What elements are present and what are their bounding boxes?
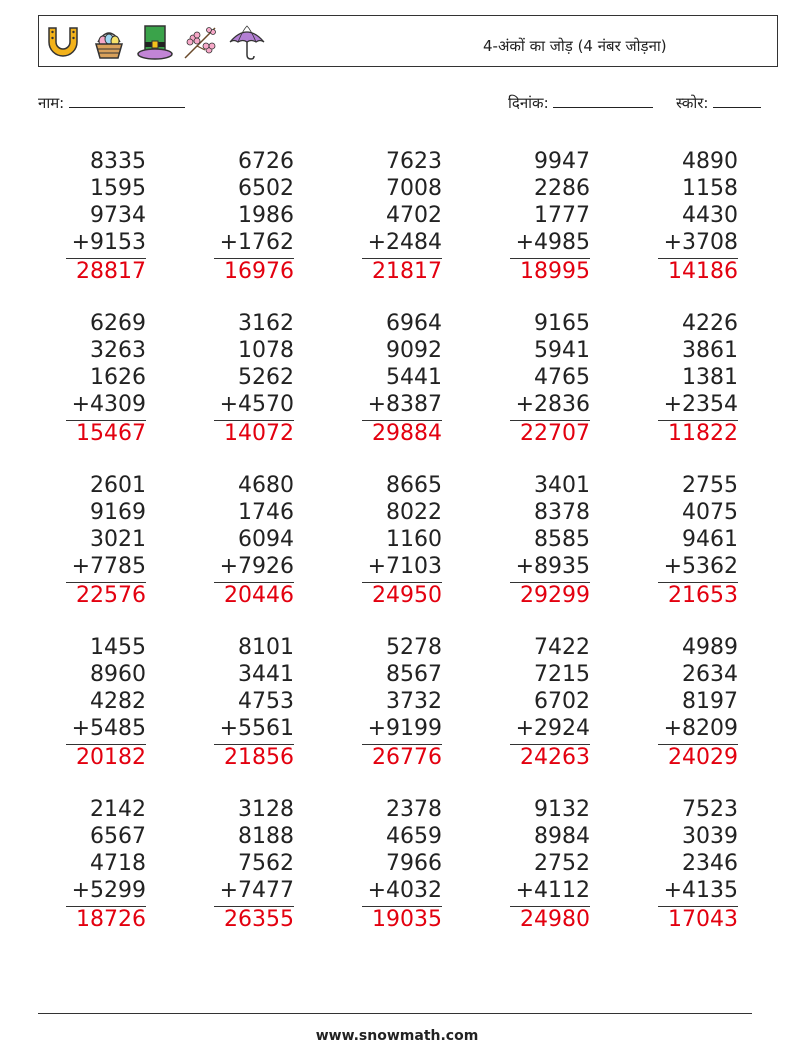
addend: 4430 — [682, 203, 738, 228]
answer: 21817 — [372, 259, 442, 284]
addition-problem — [480, 472, 590, 610]
footer-site: www.snowmath.com — [315, 1028, 479, 1044]
addend: 2634 — [682, 662, 738, 687]
worksheet-header — [38, 15, 778, 67]
addition-problem — [184, 472, 294, 610]
header-icons — [43, 20, 267, 64]
footer-divider — [38, 1013, 752, 1014]
addend: 6964 — [386, 311, 442, 336]
addend-with-plus: +9199 — [367, 716, 442, 741]
addend: 8960 — [90, 662, 146, 687]
addend: 2142 — [90, 797, 146, 822]
addend: 8567 — [386, 662, 442, 687]
worksheet-title: 4-अंकों का जोड़ (4 नंबर जोड़ना) — [483, 37, 667, 55]
answer: 21653 — [668, 583, 738, 608]
addend: 9461 — [682, 527, 738, 552]
addend: 1626 — [90, 365, 146, 390]
answer: 15467 — [76, 421, 146, 446]
answer: 24950 — [372, 583, 442, 608]
addend-with-plus: +9153 — [71, 230, 146, 255]
addend: 2286 — [534, 176, 590, 201]
addition-problem — [332, 634, 442, 772]
addend-with-plus: +5299 — [71, 878, 146, 903]
addition-problem — [480, 634, 590, 772]
addend: 5941 — [534, 338, 590, 363]
addition-problem — [480, 148, 590, 286]
answer: 20182 — [76, 745, 146, 770]
name-blank[interactable] — [69, 93, 185, 108]
addition-problem — [36, 310, 146, 448]
addend-with-plus: +4112 — [515, 878, 590, 903]
addition-problem — [628, 310, 738, 448]
addend-with-plus: +4309 — [71, 392, 146, 417]
addend: 1986 — [238, 203, 294, 228]
easter-basket-icon — [89, 22, 129, 62]
addend-with-plus: +5485 — [71, 716, 146, 741]
addend: 7523 — [682, 797, 738, 822]
addend: 8022 — [386, 500, 442, 525]
answer: 26776 — [372, 745, 442, 770]
answer: 20446 — [224, 583, 294, 608]
addend: 4890 — [682, 149, 738, 174]
addition-problem — [36, 634, 146, 772]
addend-with-plus: +4985 — [515, 230, 590, 255]
answer: 19035 — [372, 907, 442, 932]
addend-with-plus: +2924 — [515, 716, 590, 741]
date-blank[interactable] — [553, 93, 653, 108]
addend: 1160 — [386, 527, 442, 552]
addend-with-plus: +8935 — [515, 554, 590, 579]
addend: 2752 — [534, 851, 590, 876]
addition-problem — [36, 148, 146, 286]
addend: 7008 — [386, 176, 442, 201]
addend: 3021 — [90, 527, 146, 552]
addend: 8378 — [534, 500, 590, 525]
addend: 5441 — [386, 365, 442, 390]
addition-problem — [184, 796, 294, 934]
name-field — [38, 93, 185, 113]
addend: 2346 — [682, 851, 738, 876]
addend: 2755 — [682, 473, 738, 498]
name-label: नाम: — [38, 94, 65, 112]
addend-with-plus: +2354 — [663, 392, 738, 417]
addend: 7215 — [534, 662, 590, 687]
addend: 6567 — [90, 824, 146, 849]
answer: 29299 — [520, 583, 590, 608]
addend: 4753 — [238, 689, 294, 714]
addition-problem — [480, 796, 590, 934]
horseshoe-icon — [43, 22, 83, 62]
addend: 9165 — [534, 311, 590, 336]
answer: 16976 — [224, 259, 294, 284]
score-label: स्कोर: — [676, 94, 709, 112]
addition-problem — [184, 634, 294, 772]
addend: 1746 — [238, 500, 294, 525]
addend: 4282 — [90, 689, 146, 714]
addend: 5278 — [386, 635, 442, 660]
addend-with-plus: +2484 — [367, 230, 442, 255]
addend: 1078 — [238, 338, 294, 363]
addend: 7623 — [386, 149, 442, 174]
addition-problem — [628, 796, 738, 934]
addend: 3732 — [386, 689, 442, 714]
addition-problem — [36, 796, 146, 934]
addend: 3441 — [238, 662, 294, 687]
addend-with-plus: +5362 — [663, 554, 738, 579]
addend: 6502 — [238, 176, 294, 201]
addend-with-plus: +7926 — [219, 554, 294, 579]
addend: 9169 — [90, 500, 146, 525]
answer: 11822 — [668, 421, 738, 446]
addend: 7562 — [238, 851, 294, 876]
addition-problem — [36, 472, 146, 610]
answer: 29884 — [372, 421, 442, 446]
addend: 3162 — [238, 311, 294, 336]
answer: 21856 — [224, 745, 294, 770]
addend: 8984 — [534, 824, 590, 849]
addend: 1158 — [682, 176, 738, 201]
addend: 8665 — [386, 473, 442, 498]
date-label: दिनांक: — [508, 94, 549, 112]
addend-with-plus: +4570 — [219, 392, 294, 417]
addend-with-plus: +4032 — [367, 878, 442, 903]
answer: 18726 — [76, 907, 146, 932]
addition-problem — [184, 310, 294, 448]
addend-with-plus: +7785 — [71, 554, 146, 579]
leprechaun-hat-icon — [135, 22, 175, 62]
addend-with-plus: +5561 — [219, 716, 294, 741]
addend: 4718 — [90, 851, 146, 876]
addend-with-plus: +8387 — [367, 392, 442, 417]
addition-problem — [628, 634, 738, 772]
answer: 26355 — [224, 907, 294, 932]
answer: 17043 — [668, 907, 738, 932]
score-blank[interactable] — [713, 93, 761, 108]
addend-with-plus: +3708 — [663, 230, 738, 255]
addition-problem — [480, 310, 590, 448]
addition-problem — [628, 472, 738, 610]
addend: 3128 — [238, 797, 294, 822]
addend: 9092 — [386, 338, 442, 363]
addend: 9947 — [534, 149, 590, 174]
addend: 2601 — [90, 473, 146, 498]
addend: 6702 — [534, 689, 590, 714]
addition-problem — [332, 310, 442, 448]
addend: 6269 — [90, 311, 146, 336]
addend: 4226 — [682, 311, 738, 336]
addend: 3861 — [682, 338, 738, 363]
addend-with-plus: +7103 — [367, 554, 442, 579]
cherry-blossom-icon — [181, 22, 221, 62]
addend-with-plus: +7477 — [219, 878, 294, 903]
addend-with-plus: +2836 — [515, 392, 590, 417]
addend: 7966 — [386, 851, 442, 876]
answer: 22576 — [76, 583, 146, 608]
addend: 1455 — [90, 635, 146, 660]
umbrella-icon — [227, 22, 267, 62]
addend: 8197 — [682, 689, 738, 714]
answer: 22707 — [520, 421, 590, 446]
addend: 3263 — [90, 338, 146, 363]
answer: 14186 — [668, 259, 738, 284]
answer: 28817 — [76, 259, 146, 284]
addition-problem — [184, 148, 294, 286]
addend: 1381 — [682, 365, 738, 390]
addend: 4765 — [534, 365, 590, 390]
addend-with-plus: +8209 — [663, 716, 738, 741]
addition-problem — [332, 796, 442, 934]
addend: 9132 — [534, 797, 590, 822]
addend: 7422 — [534, 635, 590, 660]
addend: 3039 — [682, 824, 738, 849]
addend: 8101 — [238, 635, 294, 660]
addend: 6094 — [238, 527, 294, 552]
answer: 24029 — [668, 745, 738, 770]
addend-with-plus: +1762 — [219, 230, 294, 255]
addend: 3401 — [534, 473, 590, 498]
addend: 4075 — [682, 500, 738, 525]
addend: 2378 — [386, 797, 442, 822]
answer: 24263 — [520, 745, 590, 770]
addend: 1777 — [534, 203, 590, 228]
addition-problem — [628, 148, 738, 286]
addend: 8188 — [238, 824, 294, 849]
addend: 5262 — [238, 365, 294, 390]
addend-with-plus: +4135 — [663, 878, 738, 903]
score-field — [676, 93, 761, 113]
answer: 24980 — [520, 907, 590, 932]
addition-problem — [332, 148, 442, 286]
date-field — [508, 93, 653, 113]
answer: 14072 — [224, 421, 294, 446]
addend: 4659 — [386, 824, 442, 849]
addend: 4989 — [682, 635, 738, 660]
addend: 4702 — [386, 203, 442, 228]
answer: 18995 — [520, 259, 590, 284]
addend: 4680 — [238, 473, 294, 498]
addend: 6726 — [238, 149, 294, 174]
addend: 1595 — [90, 176, 146, 201]
addend: 8585 — [534, 527, 590, 552]
addition-problem — [332, 472, 442, 610]
addend: 8335 — [90, 149, 146, 174]
addend: 9734 — [90, 203, 146, 228]
